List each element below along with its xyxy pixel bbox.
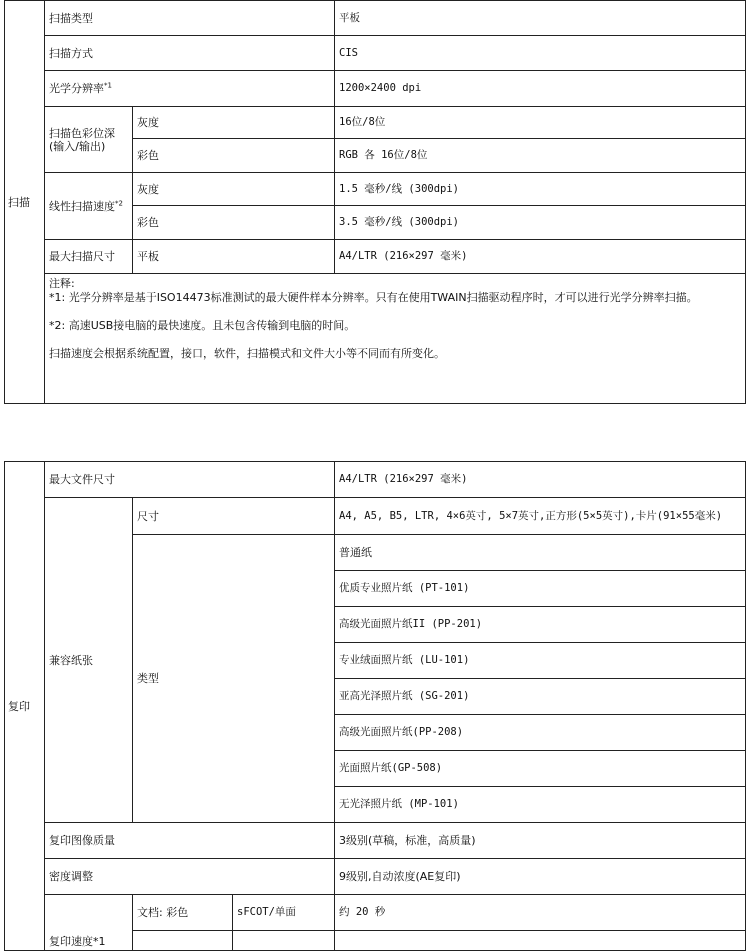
footnote-ref-2: *2 bbox=[115, 198, 123, 207]
paper-size-label: 尺寸 bbox=[133, 498, 335, 535]
copy-speed-value: 约 20 秒 bbox=[335, 895, 746, 931]
paper-size-value: A4, A5, B5, LTR, 4×6英寸, 5×7英寸,正方形(5×5英寸),卡片(91×55毫米) bbox=[335, 498, 746, 535]
line-speed-gray-value: 1.5 毫秒/线 (300dpi) bbox=[335, 173, 746, 206]
color-depth-label: 扫描色彩位深(输入/输出) bbox=[45, 107, 133, 173]
line-speed-color-label: 彩色 bbox=[133, 206, 335, 240]
note-1: *1: 光学分辨率是基于ISO14473标准测试的最大硬件样本分辨率。只有在使用TWAIN扫描驱动程序时，才可以进行光学分辨率扫描。 bbox=[49, 291, 698, 304]
scan-section-label: 扫描 bbox=[5, 1, 45, 404]
line-speed-label bbox=[45, 173, 133, 240]
scan-method-label: 扫描方式 bbox=[45, 36, 335, 71]
paper-type-item: 优质专业照片纸 (PT-101) bbox=[335, 571, 746, 607]
paper-type-item: 高级光面照片纸(PP-208) bbox=[335, 715, 746, 751]
paper-type-item: 高级光面照片纸II (PP-201) bbox=[335, 607, 746, 643]
note-2: *2: 高速USB接电脑的最快速度。且未包含传输到电脑的时间。 bbox=[49, 319, 356, 332]
copy-quality-value: 3级别(草稿，标准，高质量) bbox=[335, 823, 746, 859]
max-scan-size-label: 最大扫描尺寸 bbox=[45, 240, 133, 274]
copy-speed-label: 复印速度*1 bbox=[45, 895, 133, 951]
color-depth-color-value: RGB 各 16位/8位 bbox=[335, 139, 746, 173]
scan-spec-table bbox=[4, 0, 746, 404]
optical-resolution-value: 1200×2400 dpi bbox=[335, 71, 746, 107]
scan-notes bbox=[45, 274, 746, 404]
paper-type-item: 普通纸 bbox=[335, 535, 746, 571]
color-depth-color-label: 彩色 bbox=[133, 139, 335, 173]
scan-method-value: CIS bbox=[335, 36, 746, 71]
density-value: 9级别,自动浓度(AE复印) bbox=[335, 859, 746, 895]
paper-type-item: 亚高光泽照片纸 (SG-201) bbox=[335, 679, 746, 715]
copy-speed-doc: 文档: 彩色 bbox=[133, 895, 233, 931]
footnote-ref-1: *1 bbox=[104, 81, 112, 90]
line-speed-gray-label: 灰度 bbox=[133, 173, 335, 206]
color-depth-gray-label: 灰度 bbox=[133, 107, 335, 139]
copy-spec-table bbox=[4, 461, 746, 951]
line-speed-color-value: 3.5 毫秒/线 (300dpi) bbox=[335, 206, 746, 240]
max-scan-size-value: A4/LTR (216×297 毫米) bbox=[335, 240, 746, 274]
paper-type-item: 专业绒面照片纸 (LU-101) bbox=[335, 643, 746, 679]
paper-type-item: 无光泽照片纸 (MP-101) bbox=[335, 787, 746, 823]
notes-title: 注释: bbox=[49, 277, 75, 290]
optical-resolution-label bbox=[45, 71, 335, 107]
scan-type-label: 扫描类型 bbox=[45, 1, 335, 36]
note-3: 扫描速度会根据系统配置，接口，软件，扫描模式和文件大小等不同而有所变化。 bbox=[49, 347, 445, 360]
max-file-size-label: 最大文件尺寸 bbox=[45, 462, 335, 498]
optical-resolution-text: 光学分辨率 bbox=[49, 82, 104, 95]
paper-type-label: 类型 bbox=[133, 535, 335, 823]
copy-speed-cell-empty bbox=[233, 931, 335, 951]
copy-speed-cell-empty bbox=[133, 931, 233, 951]
scan-type-value: 平板 bbox=[335, 1, 746, 36]
copy-quality-label: 复印图像质量 bbox=[45, 823, 335, 859]
max-scan-size-sub: 平板 bbox=[133, 240, 335, 274]
paper-type-item: 光面照片纸(GP-508) bbox=[335, 751, 746, 787]
copy-section-label: 复印 bbox=[5, 462, 45, 951]
copy-speed-mode: sFCOT/单面 bbox=[233, 895, 335, 931]
copy-speed-cell-empty bbox=[335, 931, 746, 951]
density-label: 密度调整 bbox=[45, 859, 335, 895]
paper-label: 兼容纸张 bbox=[45, 498, 133, 823]
max-file-size-value: A4/LTR (216×297 毫米) bbox=[335, 462, 746, 498]
color-depth-gray-value: 16位/8位 bbox=[335, 107, 746, 139]
line-speed-text: 线性扫描速度 bbox=[49, 199, 115, 213]
